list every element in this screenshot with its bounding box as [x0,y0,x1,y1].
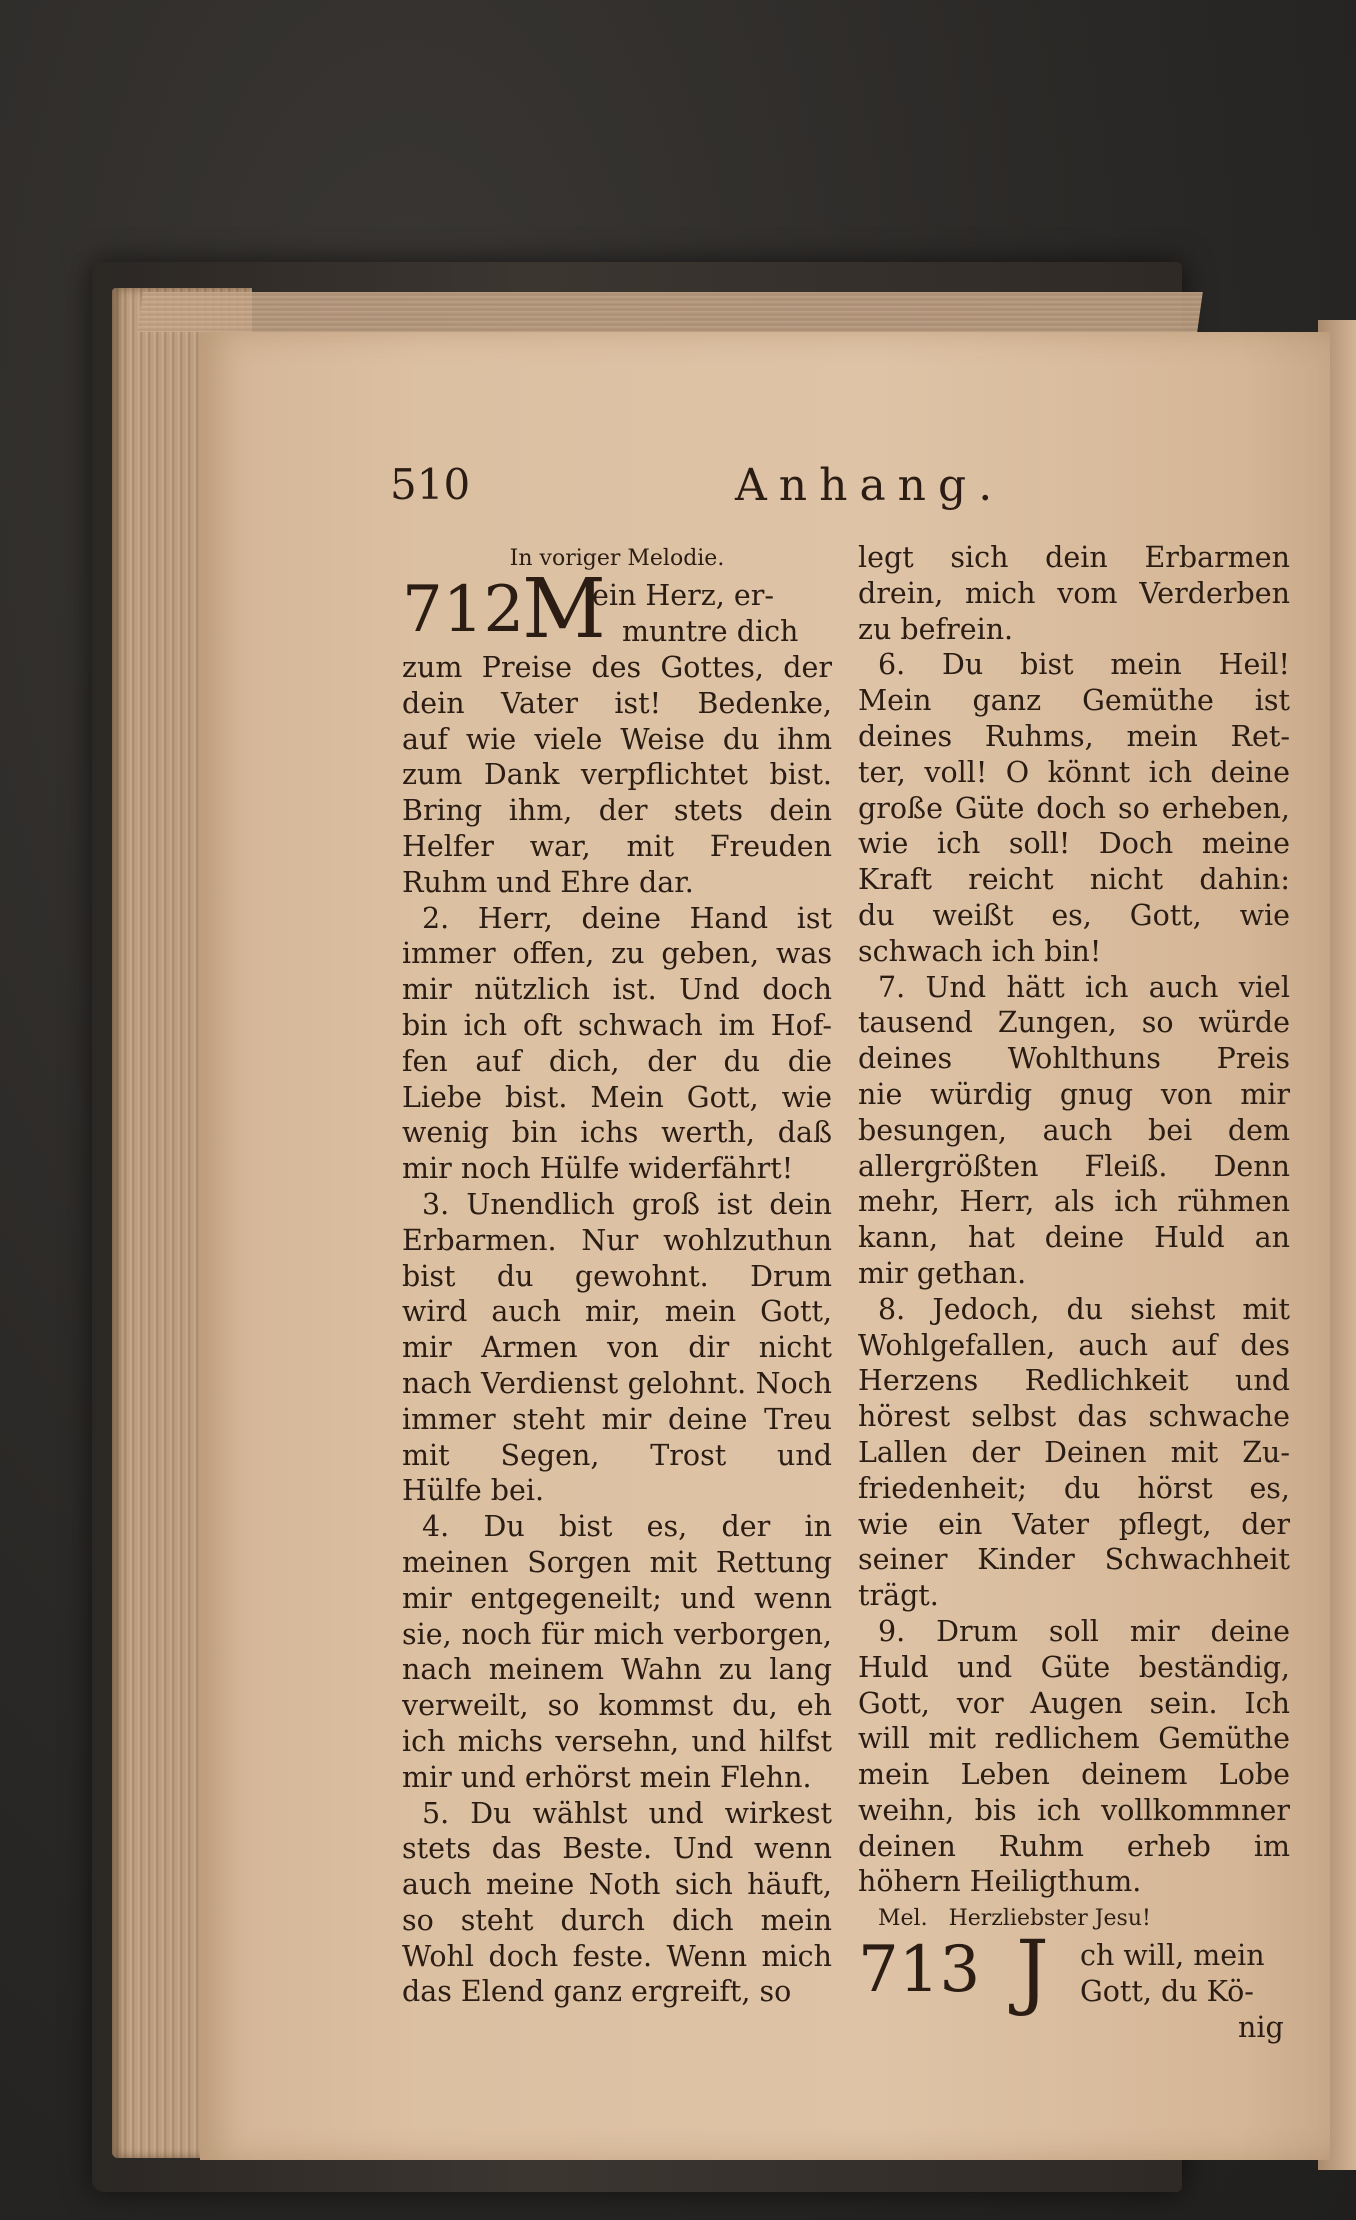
text-line: Liebe bist. Mein Gott, wie [402,1080,832,1114]
text-line: mir und erhörst mein Flehn. [402,1760,812,1794]
text-line: meinen Sorgen mit Rettung [402,1545,832,1579]
text-line: auf wie viele Weise du ihm [402,722,832,756]
text-line: mir entgegeneilt; und wenn [402,1581,832,1615]
text-line: 4. Du bist es, der in [422,1510,832,1544]
text-line: bist du gewohnt. Drum [402,1259,832,1293]
hymn-712-continuation [858,540,1290,1900]
text-line: kann, hat deine Huld an [858,1221,1290,1255]
text-line: mir nützlich ist. Und doch [402,973,832,1007]
text-line: 6. Du bist mein Heil! [878,648,1290,682]
page-block-top-edges [137,292,1203,332]
text-line: deines Ruhms, mein Ret- [858,719,1290,753]
text-line: sie, noch für mich verborgen, [402,1617,832,1651]
text-line: zum Dank verpflichtet bist. [402,758,832,792]
hymn-713-second-line: Gott, du Kö- [1080,1975,1254,2009]
text-line: Huld und Güte beständig, [858,1650,1290,1684]
drop-cap-713: J [1016,1924,1049,2020]
text-line: mit Segen, Trost und [402,1438,832,1472]
hymn-712-text [402,650,832,2010]
text-line: Ruhm und Ehre dar. [402,865,694,899]
text-line: große Güte doch so erheben, [858,791,1290,825]
text-line: so steht durch dich mein [402,1903,832,1937]
running-head: Anhang. [735,460,1005,511]
text-line: nie würdig gnug von mir [858,1077,1290,1111]
text-line: dein Vater ist! Bedenke, [402,686,832,720]
text-line: Helfer war, mit Freuden [402,829,832,863]
text-line: Herzens Redlichkeit und [858,1364,1290,1398]
text-line: hörest selbst das schwache [858,1400,1290,1434]
text-line: 9. Drum soll mir deine [878,1614,1290,1648]
text-line: 5. Du wählst und wirkest [422,1796,832,1830]
text-line: Gott, vor Augen sein. Ich [858,1686,1290,1720]
text-line: Lallen der Deinen mit Zu- [858,1435,1290,1469]
text-line: zu befrein. [858,612,1014,646]
text-line: verweilt, so kommst du, eh [402,1689,832,1723]
text-line: immer offen, zu geben, was [402,937,832,971]
text-line: auch meine Noth sich häuft, [402,1868,832,1902]
text-line: weihn, bis ich vollkommner [858,1793,1290,1827]
right-column [858,540,1290,2048]
melody-title: Herzliebster Jesu! [948,1906,1151,1932]
text-line: 7. Und hätt ich auch viel [878,970,1290,1004]
hymn-712-heading [402,562,832,657]
text-line: Wohlgefallen, auch auf des [858,1328,1290,1362]
text-line: Mein ganz Gemüthe ist [858,684,1290,718]
text-line: seiner Kinder Schwachheit [858,1543,1290,1577]
text-line: fen auf dich, der du die [402,1044,832,1078]
text-line: Kraft reicht nicht dahin: [858,863,1290,897]
left-column [402,540,832,2010]
text-line: allergrößten Fleiß. Denn [858,1149,1290,1183]
melody-label: Mel. [878,1906,928,1932]
drop-cap: M [522,562,606,657]
text-line: trägt. [858,1579,939,1613]
text-line: wie ein Vater pflegt, der [858,1507,1290,1541]
text-line: Erbarmen. Nur wohlzuthun [402,1223,832,1257]
text-line: ter, voll! O könnt ich deine [858,755,1290,789]
hymn-number-713: 713 [858,1933,981,2008]
text-line: deinen Ruhm erheb im [858,1829,1290,1863]
text-line: wie ich soll! Doch meine [858,827,1290,861]
text-line: Wohl doch feste. Wenn mich [402,1939,832,1973]
melody-note: In voriger Melodie. [509,546,725,571]
text-line: bin ich oft schwach im Hof- [402,1008,832,1042]
text-line: tausend Zungen, so würde [858,1006,1290,1040]
text-line: das Elend ganz ergreift, so [402,1975,792,2009]
text-line: mein Leben deinem Lobe [858,1758,1290,1792]
text-line: immer steht mir deine Treu [402,1402,832,1436]
hymn-second-line: muntre dich [622,615,799,648]
text-line: wenig bin ichs werth, daß [402,1116,832,1150]
text-line: Bring ihm, der stets dein [402,794,832,828]
hymn-713-third-line: nig [1238,2011,1284,2045]
hymn-number: 712 [402,573,525,647]
text-line: mir Armen von dir nicht [402,1331,832,1365]
text-line: stets das Beste. Und wenn [402,1832,832,1866]
page-header [390,460,1005,520]
text-line: nach Verdienst gelohnt. Noch [402,1366,832,1400]
text-line: mehr, Herr, als ich rühmen [858,1185,1290,1219]
text-line: mir gethan. [858,1256,1027,1290]
text-line: 2. Herr, deine Hand ist [422,901,832,935]
hymn-713-first-line: ch will, mein [1080,1939,1265,1973]
text-line: höhern Heiligthum. [858,1865,1142,1899]
text-line: Hülfe bei. [402,1474,545,1508]
text-line: 3. Unendlich groß ist dein [422,1187,832,1221]
text-line: legt sich dein Erbarmen [858,541,1290,574]
text-line: wird auch mir, mein Gott, [402,1295,832,1329]
page-number: 510 [390,460,471,509]
text-line: zum Preise des Gottes, der [402,651,832,684]
text-line: du weißt es, Gott, wie [858,898,1290,932]
text-line: 8. Jedoch, du siehst mit [878,1292,1290,1326]
text-line: deines Wohlthuns Preis [858,1042,1290,1076]
hymn-713-heading [858,1924,1290,2048]
text-line: drein, mich vom Verderben [858,576,1290,610]
text-line: friedenheit; du hörst es, [858,1471,1290,1505]
text-line: schwach ich bin! [858,934,1102,968]
text-line: besungen, auch bei dem [858,1113,1290,1147]
text-line: will mit redlichem Gemüthe [858,1722,1290,1756]
text-line: ich michs versehn, und hilfst [402,1724,832,1758]
hymn-first-line: ein Herz, er- [592,579,774,612]
text-line: mir noch Hülfe widerfährt! [402,1152,794,1186]
text-line: nach meinem Wahn zu lang [402,1653,832,1687]
